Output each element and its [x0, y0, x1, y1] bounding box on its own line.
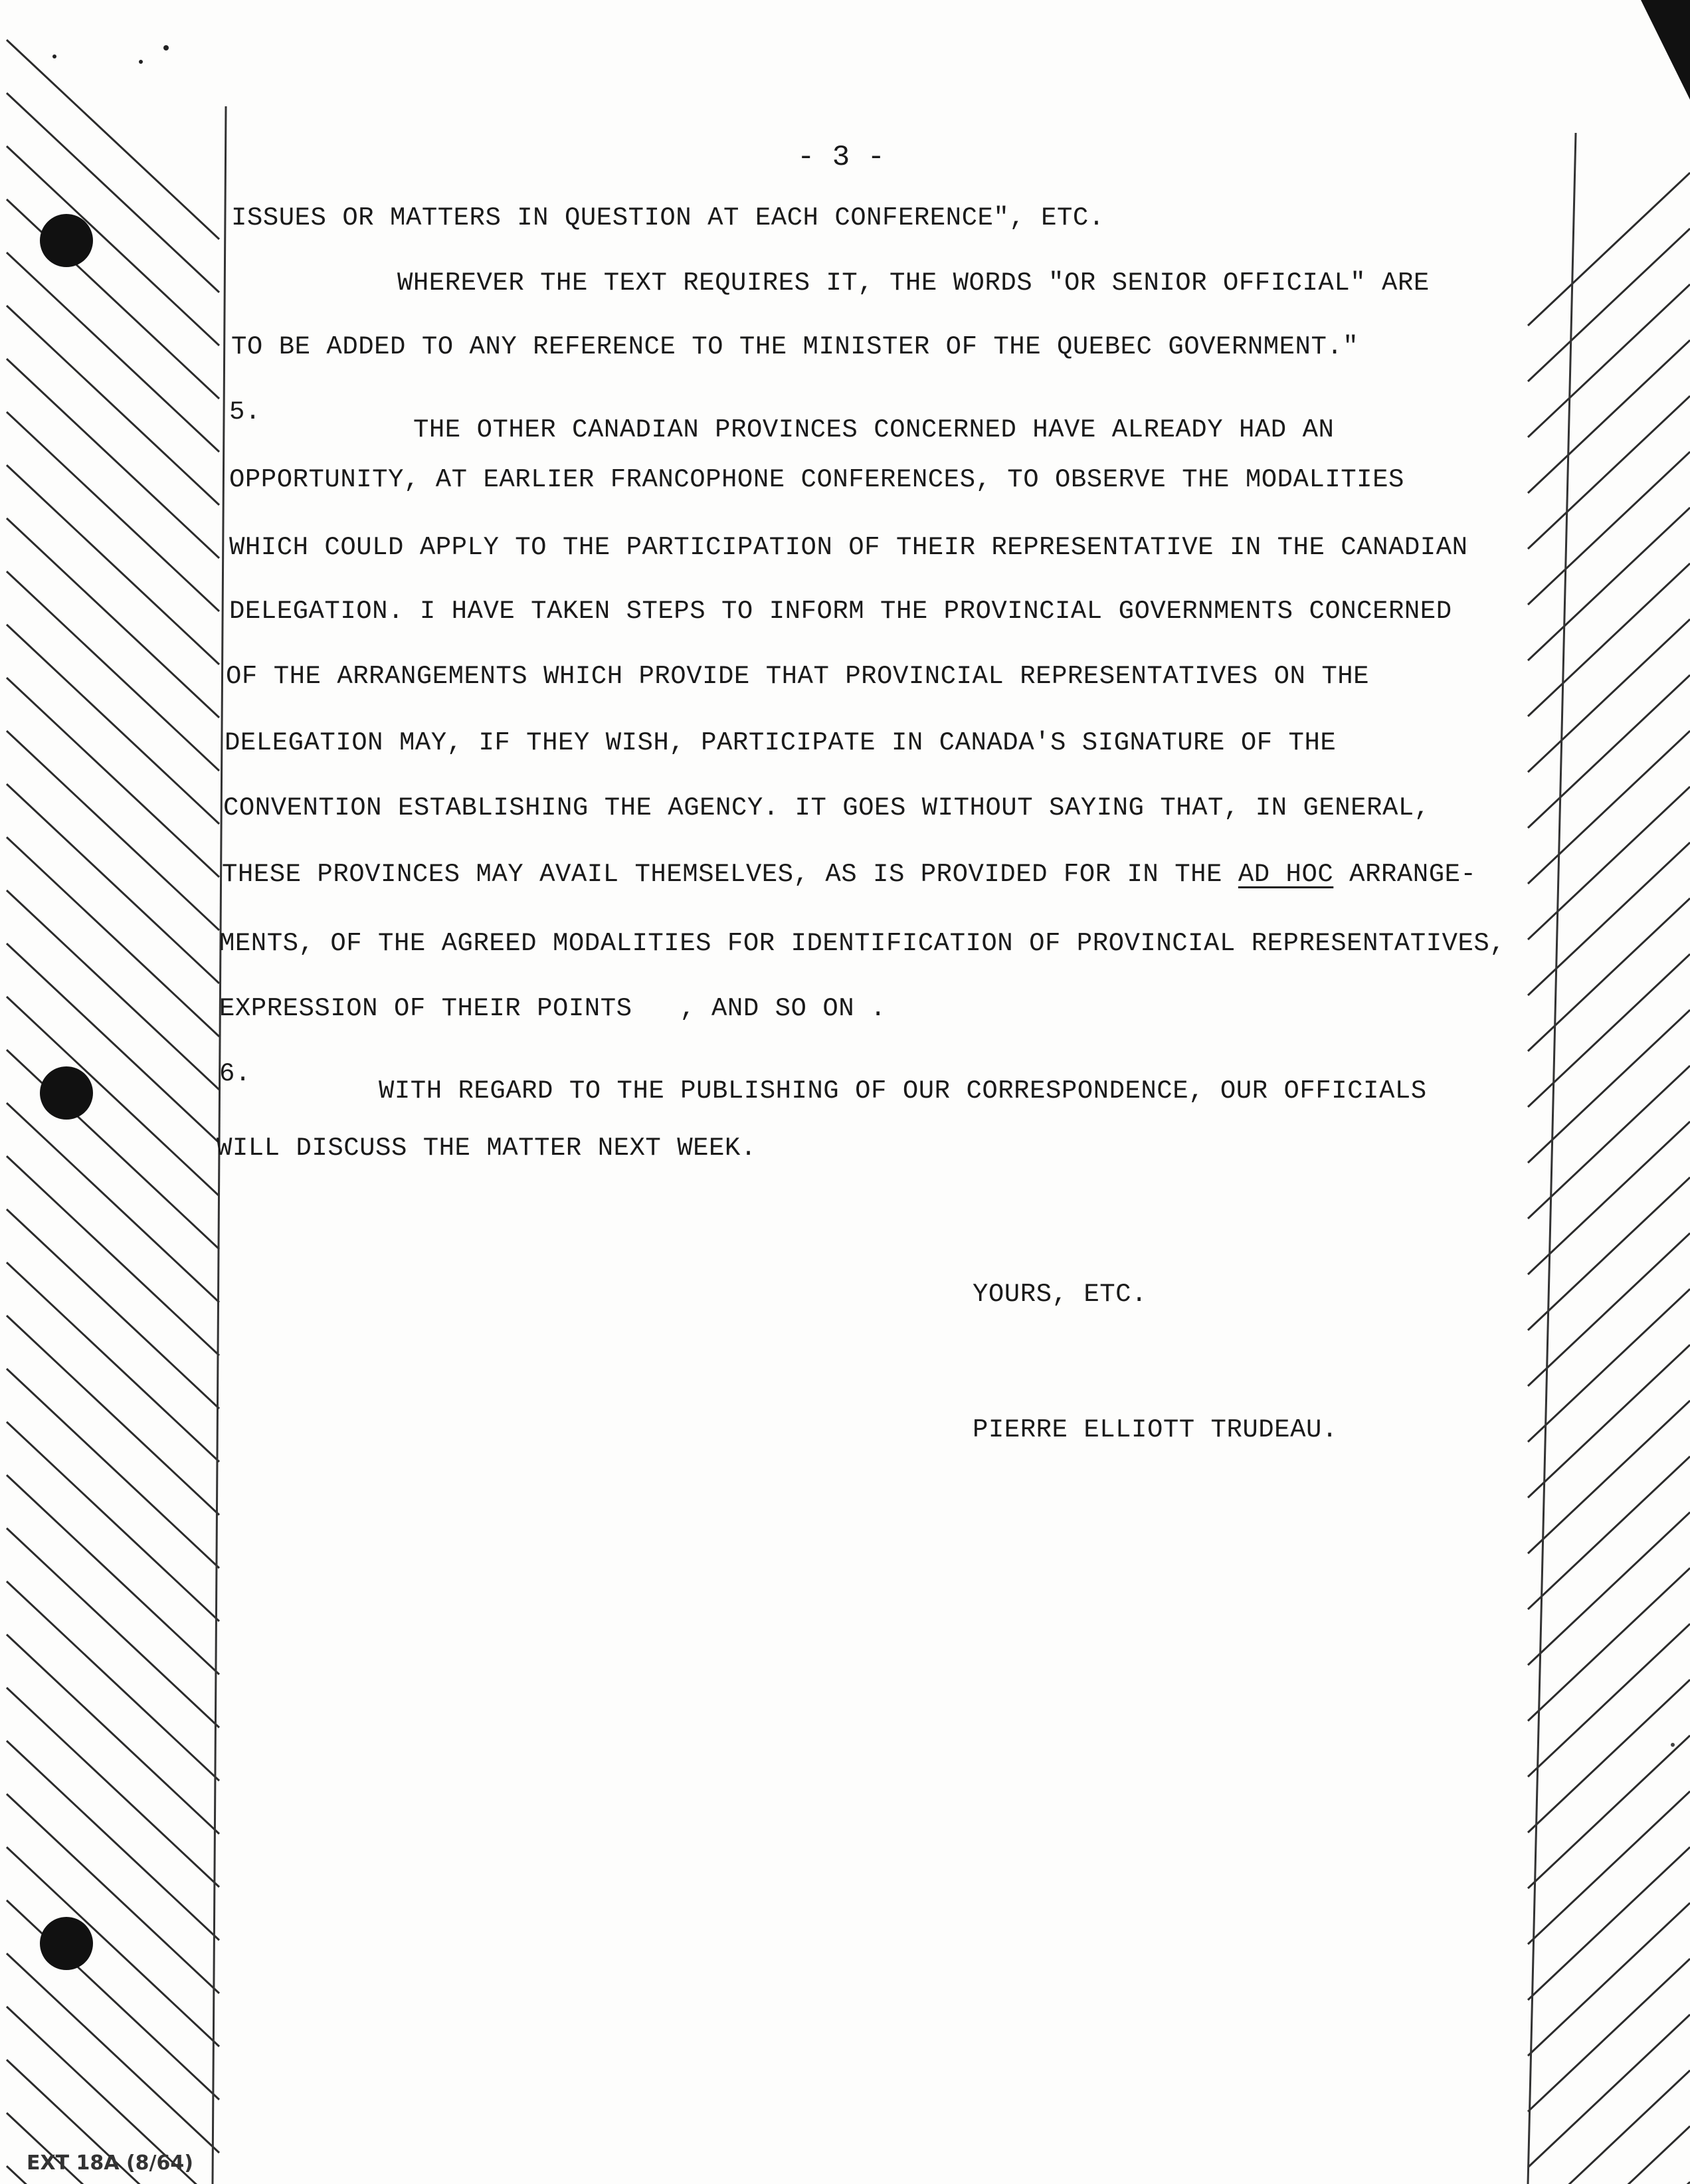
signature: PIERRE ELLIOTT TRUDEAU.: [973, 1415, 1338, 1444]
page-number: - 3 -: [797, 141, 886, 174]
scan-speck: [139, 60, 143, 64]
body-line: WITH REGARD TO THE PUBLISHING OF OUR CORRESPONDENCE, OUR OFFICIALS: [379, 1076, 1427, 1106]
body-line: MENTS, OF THE AGREED MODALITIES FOR IDENTIFICATION OF PROVINCIAL REPRESENTATIVES,: [219, 929, 1506, 958]
body-line: THE OTHER CANADIAN PROVINCES CONCERNED HAVE ALREADY HAD AN: [413, 415, 1335, 445]
scan-speck: [1671, 1743, 1675, 1747]
form-code: EXT 18A (8/64): [27, 2151, 193, 2175]
scan-speck: [52, 54, 56, 58]
body-line: WHICH COULD APPLY TO THE PARTICIPATION OF THEIR REPRESENTATIVE IN THE CANADIAN: [229, 533, 1468, 562]
corner-shadow: [1641, 0, 1690, 100]
body-line: WILL DISCUSS THE MATTER NEXT WEEK.: [217, 1134, 757, 1163]
left-margin-hatching: [7, 40, 219, 2184]
right-margin-border: [1528, 133, 1576, 2184]
punch-hole: [40, 1066, 93, 1120]
body-line-text: THESE PROVINCES MAY AVAIL THEMSELVES, AS IS PROVIDED FOR IN THE: [222, 860, 1238, 889]
body-line: DELEGATION. I HAVE TAKEN STEPS TO INFORM THE PROVINCIAL GOVERNMENTS CONCERNED: [229, 597, 1452, 626]
body-line: CONVENTION ESTABLISHING THE AGENCY. IT GOES WITHOUT SAYING THAT, IN GENERAL,: [223, 793, 1430, 823]
scan-speck: [163, 45, 169, 50]
body-line: OF THE ARRANGEMENTS WHICH PROVIDE THAT PROVINCIAL REPRESENTATIVES ON THE: [226, 662, 1370, 691]
punch-hole: [40, 1917, 93, 1970]
body-line: EXPRESSION OF THEIR POINTS , AND SO ON .: [219, 994, 886, 1023]
ad-hoc-underlined: AD HOC: [1238, 860, 1334, 889]
body-line: WHEREVER THE TEXT REQUIRES IT, THE WORDS "OR SENIOR OFFICIAL" ARE: [397, 268, 1430, 298]
closing: YOURS, ETC.: [973, 1280, 1147, 1309]
body-line-text: ARRANGE-: [1333, 860, 1477, 889]
body-line: DELEGATION MAY, IF THEY WISH, PARTICIPATE IN CANADA'S SIGNATURE OF THE: [225, 728, 1337, 757]
punch-hole: [40, 214, 93, 267]
body-line: ISSUES OR MATTERS IN QUESTION AT EACH CONFERENCE", ETC.: [231, 203, 1105, 233]
paragraph-number: 5.: [229, 397, 261, 427]
body-line: [222, 860, 1476, 889]
paragraph-number: 6.: [219, 1059, 251, 1088]
body-line: OPPORTUNITY, AT EARLIER FRANCOPHONE CONFERENCES, TO OBSERVE THE MODALITIES: [229, 465, 1404, 494]
body-line: TO BE ADDED TO ANY REFERENCE TO THE MINISTER OF THE QUEBEC GOVERNMENT.": [231, 332, 1359, 361]
